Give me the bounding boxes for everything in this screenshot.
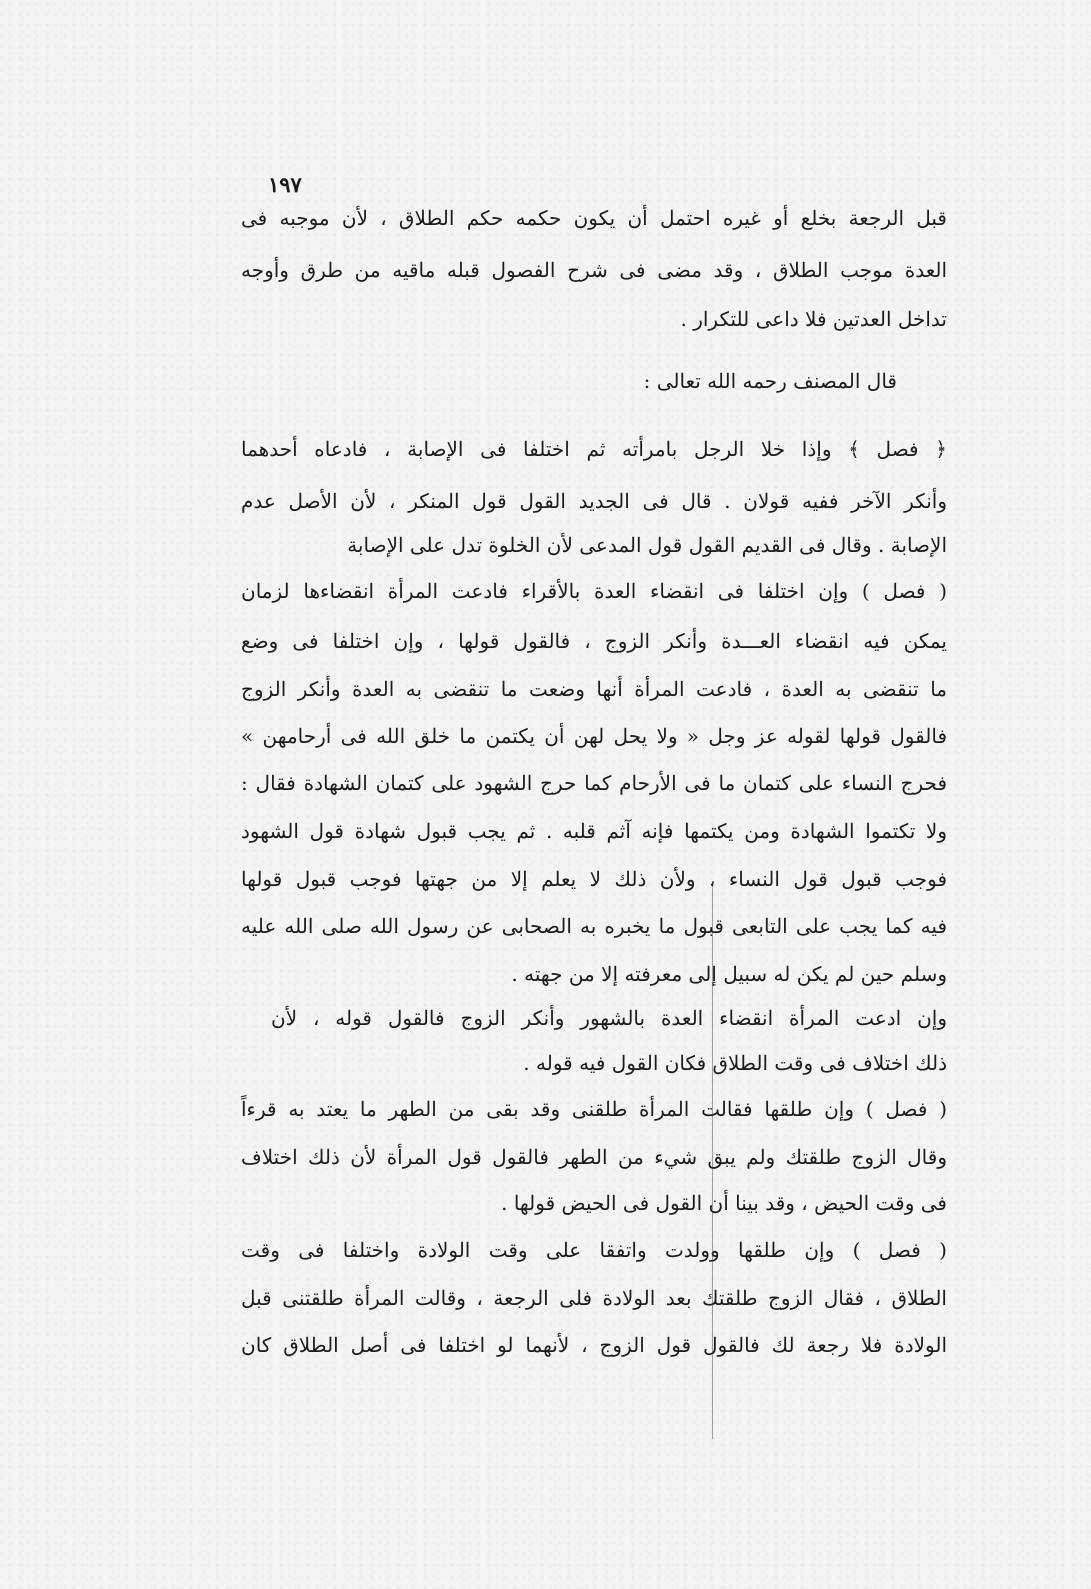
text-line: ما تنقضى به العدة ، فادعت المرأة أنها وضعت ما تنقضى به العدة وأنكر الزوج [241,677,947,701]
text-line: ذلك اختلاف فى وقت الطلاق فكان القول فيه قوله . [523,1051,947,1075]
scan-fold-line [712,884,713,1439]
text-line: فى وقت الحيض ، وقد بينا أن القول فى الحيض قولها . [501,1191,947,1215]
text-line: ( فصل ) وإن طلقها فقالت المرأة طلقنى وقد بقى من الطهر ما يعتد به قرءاً [241,1097,947,1121]
text-line: قبل الرجعة بخلع أو غيره احتمل أن يكون حكمه حكم الطلاق ، لأن موجبه فى [241,206,947,230]
text-line: ولا تكتموا الشهادة ومن يكتمها فإنه آثم قلبه . ثم يجب قبول شهادة قول الشهود [241,819,947,843]
text-line: ( فصل ) وإن اختلفا فى انقضاء العدة بالأقراء فادعت المرأة انقضاءها لزمان [241,579,947,603]
text-line: وأنكر الآخر ففيه قولان . قال فى الجديد القول قول المنكر ، لأن الأصل عدم [241,489,947,513]
text-line: الولادة فلا رجعة لك فالقول قول الزوج ، لأنهما لو اختلفا فى أصل الطلاق كان [241,1333,947,1357]
text-line: الطلاق ، فقال الزوج طلقتك بعد الولادة فلى الرجعة ، وقالت المرأة طلقتنى قبل [241,1286,947,1310]
text-line: تداخل العدتين فلا داعى للتكرار . [680,307,947,331]
text-line: فيه كما يجب على التابعى قبول ما يخبره به الصحابى عن رسول الله صلى الله عليه [241,914,947,938]
text-line: وإن ادعت المرأة انقضاء العدة بالشهور وأنكر الزوج فالقول قوله ، لأن [271,1006,947,1030]
text-line: فحرج النساء على كتمان ما فى الأرحام كما حرج الشهود على كتمان الشهادة فقال : [241,771,947,795]
page-number: ١٩٧ [268,172,302,197]
text-line: وقال الزوج طلقتك ولم يبق شيء من الطهر فالقول قول المرأة لأن ذلك اختلاف [241,1145,947,1169]
text-line: الإصابة . وقال فى القديم القول قول المدعى لأن الخلوة تدل على الإصابة [347,533,947,557]
text-line: يمكن فيه انقضاء العـــدة وأنكر الزوج ، فالقول قولها ، وإن اختلفا فى وضع [241,629,947,653]
text-line: ( فصل ) وإن طلقها وولدت واتفقا على وقت الولادة واختلفا فى وقت [241,1238,947,1262]
text-line: فوجب قبول قول النساء ، ولأن ذلك لا يعلم إلا من جهتها فوجب قبول قولها [241,867,947,891]
text-line: العدة موجب الطلاق ، وقد مضى فى شرح الفصول قبله ماقيه من طرق وأوجه [241,258,947,282]
text-line: فالقول قولها لقوله عز وجل « ولا يحل لهن أن يكتمن ما خلق الله فى أرحامهن » [241,724,947,748]
text-line: ﴿ فصل ﴾ وإذا خلا الرجل بامرأته ثم اختلفا فى الإصابة ، فادعاه أحدهما [241,437,947,461]
text-line: وسلم حين لم يكن له سبيل إلى معرفته إلا من جهته . [511,962,947,986]
section-heading: قال المصنف رحمه الله تعالى : [643,369,897,393]
